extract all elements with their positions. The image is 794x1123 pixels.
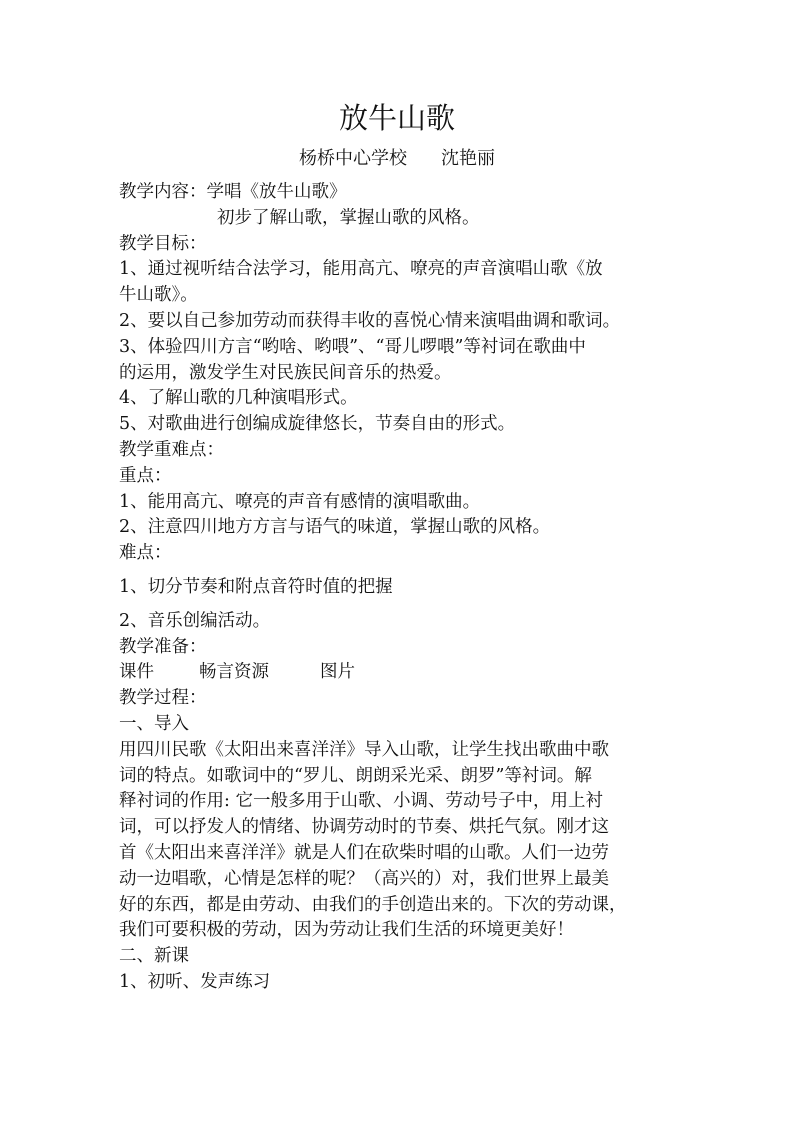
document-body <box>119 180 679 996</box>
author-line <box>0 146 794 172</box>
key-point-2: 2、注意四川地方方言与语气的味道，掌握山歌的风格。 <box>119 517 551 538</box>
author-school: 杨桥中心学校 <box>299 148 407 169</box>
difficult-heading: 难点： <box>119 543 172 564</box>
intro-paragraph-line-5: 首《太阳出来喜洋洋》就是人们在砍柴时唱的山歌。人们一边劳 <box>119 842 609 863</box>
section-1-heading: 一、导入 <box>119 713 189 734</box>
prep-item-pictures: 图片 <box>320 662 355 683</box>
goal-4: 4、了解山歌的几种演唱形式。 <box>119 388 358 409</box>
intro-paragraph-line-1: 用四川民歌《太阳出来喜洋洋》导入山歌，让学生找出歌曲中歌 <box>119 739 609 760</box>
difficult-point-2: 2、音乐创编活动。 <box>119 610 271 631</box>
author-name: 沈艳丽 <box>441 148 495 169</box>
prep-items <box>119 660 679 686</box>
intro-paragraph-line-2: 词的特点。如歌词中的“罗儿、朗朗采光采、朗罗”等衬词。解 <box>119 765 592 786</box>
teaching-content-line: 教学内容：学唱《放牛山歌》 <box>119 182 347 202</box>
document-title: 放牛山歌 <box>338 101 455 135</box>
goal-1-line-2: 牛山歌》。 <box>119 285 198 306</box>
intro-paragraph-line-6: 动一边唱歌，心情是怎样的呢？（高兴的）对，我们世界上最美 <box>119 868 609 889</box>
teaching-content-line-2: 初步了解山歌，掌握山歌的风格。 <box>217 207 480 228</box>
process-heading: 教学过程： <box>119 688 207 709</box>
intro-paragraph-line-8: 我们可要积极的劳动，因为劳动让我们生活的环境更美好！ <box>119 920 574 941</box>
new-lesson-item-1: 1、初听、发声练习 <box>119 971 271 992</box>
intro-paragraph-line-7: 好的东西，都是由劳动、由我们的手创造出来的。下次的劳动课， <box>119 894 627 915</box>
key-heading: 重点： <box>119 465 172 486</box>
goal-2: 2、要以自己参加劳动而获得丰收的喜悦心情来演唱曲调和歌词。 <box>119 310 621 331</box>
difficult-point-1: 1、切分节奏和附点音符时值的把握 <box>119 576 393 597</box>
section-2-heading: 二、新课 <box>119 946 189 967</box>
goal-1-line-1: 1、通过视听结合法学习，能用高亢、嘹亮的声音演唱山歌《放 <box>119 259 603 280</box>
intro-paragraph-line-4: 词，可以抒发人的情绪、协调劳动时的节奏、烘托气氛。刚才这 <box>119 817 609 838</box>
intro-paragraph-line-3: 释衬词的作用: 它一般多用于山歌、小调、劳动号子中，用上衬 <box>119 791 603 812</box>
prep-item-courseware: 课件 <box>119 662 154 683</box>
goal-5: 5、对歌曲进行创编成旋律悠长，节奏自由的形式。 <box>119 414 516 435</box>
goal-3-line-1: 3、体验四川方言“哟啥、哟喂”、“哥儿啰喂”等衬词在歌曲中 <box>119 336 586 357</box>
prep-item-resources: 畅言资源 <box>199 662 269 683</box>
keypoints-heading: 教学重难点： <box>119 439 224 460</box>
key-point-1: 1、能用高亢、嘹亮的声音有感情的演唱歌曲。 <box>119 491 481 512</box>
goal-3-line-2: 的运用，激发学生对民族民间音乐的热爱。 <box>119 362 452 383</box>
goals-heading: 教学目标： <box>119 233 207 254</box>
prep-heading: 教学准备： <box>119 636 207 657</box>
